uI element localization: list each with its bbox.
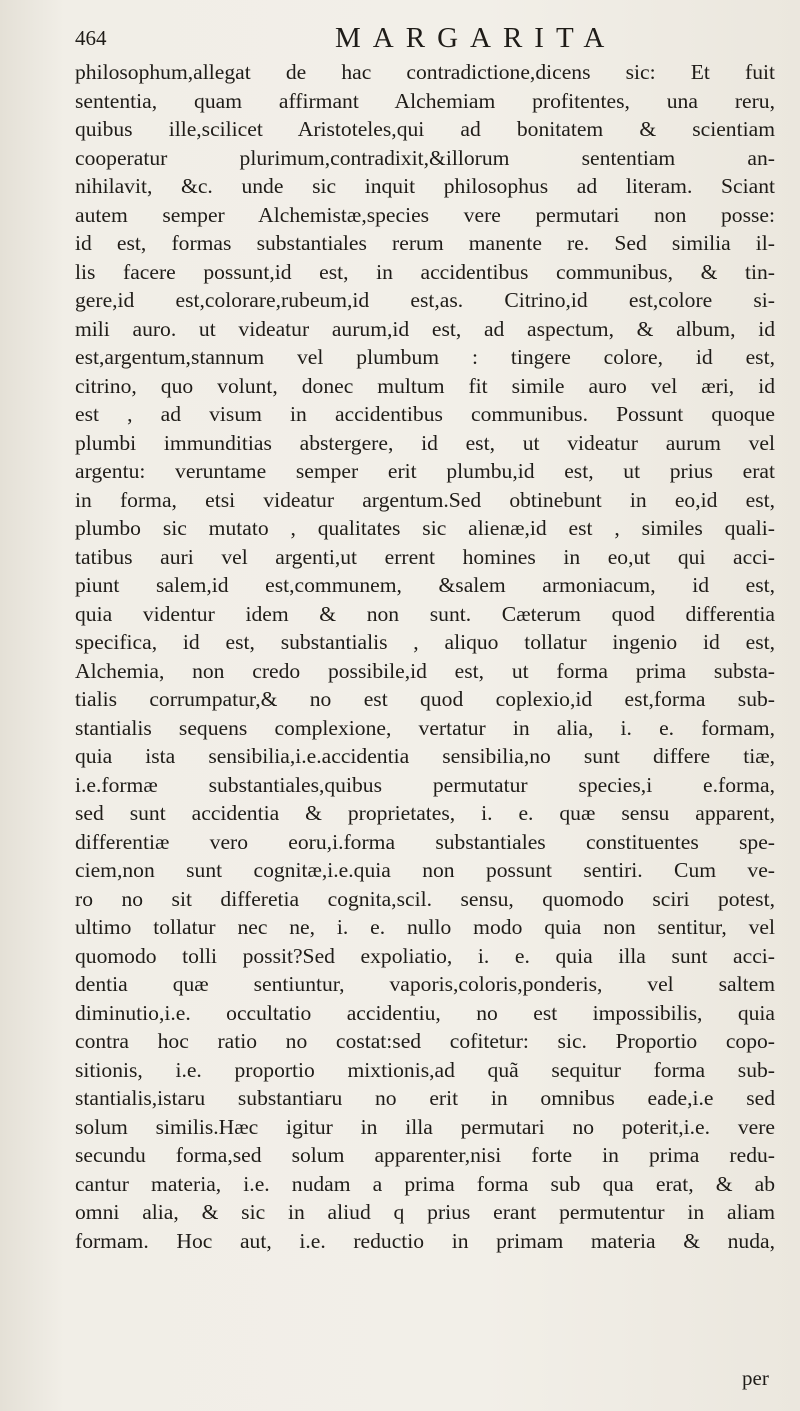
text-line: differentiæ vero eoru,i.forma substantiales constituentes spe- [75, 829, 775, 854]
catchword: per [742, 1366, 769, 1390]
text-line: sitionis, i.e. proportio mixtionis,ad quã sequitur forma sub- [75, 1057, 775, 1082]
text-line: solum similis.Hæc igitur in illa permutari no poterit,i.e. vere [75, 1114, 775, 1139]
text-line: stantialis,istaru substantiaru no erit in omnibus eade,i.e sed [75, 1086, 775, 1110]
text-line: dentia quæ sentiuntur, vaporis,coloris,ponderis, vel saltem [75, 972, 775, 996]
text-line: autem semper Alchemistæ,species vere permutari non posse: [75, 202, 775, 227]
text-line: i.e.formæ substantiales,quibus permutatur species,i e.forma, [75, 772, 775, 797]
text-line: ro no sit differetia cognita,scil. sensu, quomodo sciri potest, [75, 886, 775, 911]
text-line: quomodo tolli possit?Sed expoliatio, i. e. quia illa sunt acci- [75, 943, 775, 968]
text-line: formam. Hoc aut, i.e. reductio in primam materia & nuda, [75, 1228, 775, 1253]
text-line: specifica, id est, substantialis , aliquo tollatur ingenio id est, [75, 630, 775, 654]
text-line: ultimo tollatur nec ne, i. e. nullo modo quia non sentitur, vel [75, 915, 775, 939]
text-line: cooperatur plurimum,contradixit,&illorum sententiam an- [75, 145, 775, 170]
page-number: 464 [75, 26, 107, 50]
text-line: in forma, etsi videatur argentum.Sed obtinebunt in eo,id est, [75, 487, 775, 512]
text-line: sed sunt accidentia & proprietates, i. e. quæ sensu apparent, [75, 801, 775, 825]
text-line: omni alia, & sic in aliud q prius erant permutentur in aliam [75, 1200, 775, 1224]
text-line: stantialis sequens complexione, vertatur in alia, i. e. formam, [75, 715, 775, 740]
text-line: id est, formas substantiales rerum manente re. Sed similia il- [75, 231, 775, 255]
text-line: citrino, quo volunt, donec multum fit simile auro vel æri, id [75, 373, 775, 398]
text-line: est,argentum,stannum vel plumbum : tingere colore, id est, [75, 345, 775, 369]
text-line: sententia, quam affirmant Alchemiam profitentes, una reru, [75, 88, 775, 113]
text-line: nihilavit, &c. unde sic inquit philosophus ad literam. Sciant [75, 174, 775, 198]
body-text [75, 58, 775, 1255]
text-line: plumbi immunditias abstergere, id est, ut videatur aurum vel [75, 430, 775, 455]
text-line: lis facere possunt,id est, in accidentibus communibus, & tin- [75, 259, 775, 284]
text-line: argentu: veruntame semper erit plumbu,id est, ut prius erat [75, 459, 775, 483]
text-line: ciem,non sunt cognitæ,i.e.quia non possunt sentiri. Cum ve- [75, 858, 775, 882]
text-line: piunt salem,id est,communem, &salem armoniacum, id est, [75, 573, 775, 597]
text-line: contra hoc ratio no costat:sed cofitetur: sic. Proportio copo- [75, 1029, 775, 1053]
text-line: tatibus auri vel argenti,ut errent homines in eo,ut qui acci- [75, 544, 775, 569]
text-line: diminutio,i.e. occultatio accidentiu, no est impossibilis, quia [75, 1000, 775, 1025]
text-line: tialis corrumpatur,& no est quod coplexio,id est,forma sub- [75, 687, 775, 711]
text-line: quibus ille,scilicet Aristoteles,qui ad bonitatem & scientiam [75, 117, 775, 141]
running-head [75, 16, 765, 52]
text-line: plumbo sic mutato , qualitates sic alienæ,id est , similes quali- [75, 516, 775, 540]
text-line: quia ista sensibilia,i.e.accidentia sensibilia,no sunt differe tiæ, [75, 744, 775, 768]
text-line: gere,id est,colorare,rubeum,id est,as. Citrino,id est,colore si- [75, 288, 775, 312]
text-line: philosophum,allegat de hac contradictione,dicens sic: Et fuit [75, 60, 775, 84]
text-line: est , ad visum in accidentibus communibus. Possunt quoque [75, 402, 775, 426]
text-line: quia videntur idem & non sunt. Cæterum quod differentia [75, 601, 775, 626]
text-line: secundu forma,sed solum apparenter,nisi forte in prima redu- [75, 1143, 775, 1167]
text-line: Alchemia, non credo possibile,id est, ut forma prima substa- [75, 658, 775, 683]
text-line: cantur materia, i.e. nudam a prima forma sub qua erat, & ab [75, 1171, 775, 1196]
text-line: mili auro. ut videatur aurum,id est, ad aspectum, & album, id [75, 316, 775, 341]
running-title: MARGARITA [335, 22, 617, 54]
